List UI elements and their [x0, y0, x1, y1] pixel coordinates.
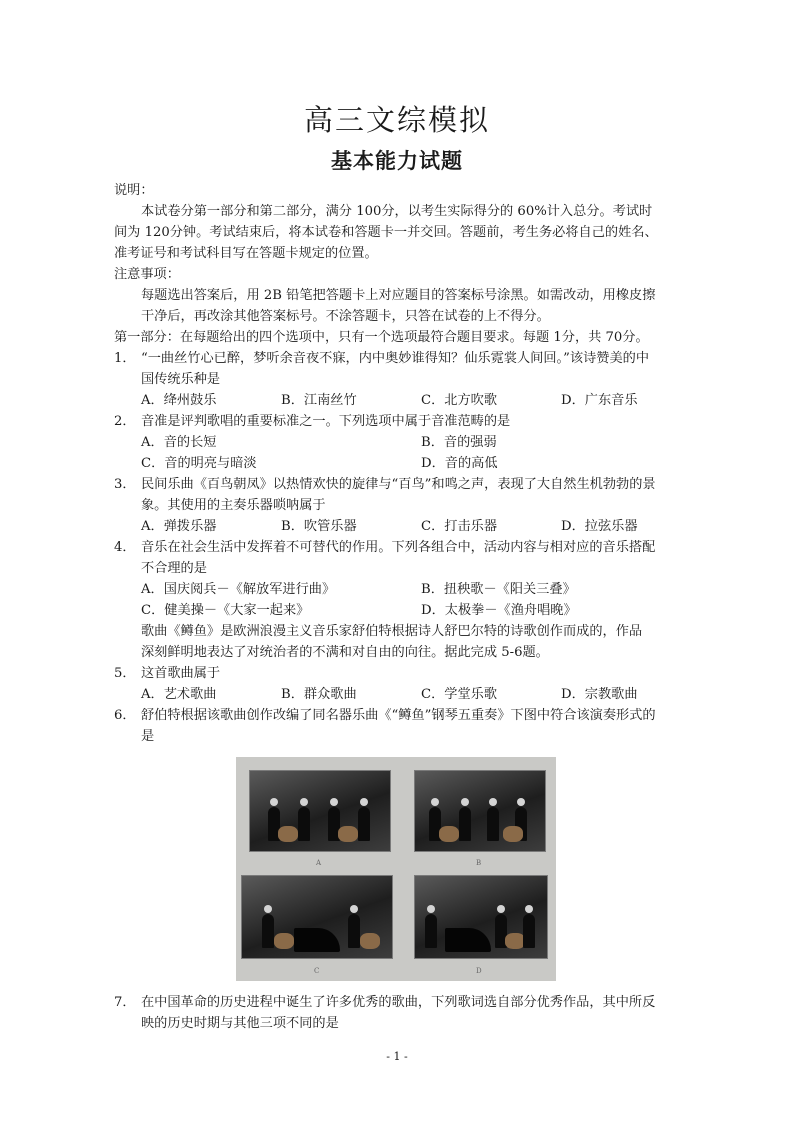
- question-5: [114, 663, 686, 705]
- part1-intro: 第一部分：在每题给出的四个选项中，只有一个选项最符合题目要求。每题 1分，共 70分。: [114, 330, 649, 345]
- question-text: 在中国革命的历史进程中诞生了许多优秀的歌曲，下列歌词选自部分优秀作品，其中所反: [141, 995, 656, 1010]
- question-number: 5．: [114, 666, 136, 681]
- option-d: D．拉弦乐器: [561, 519, 638, 534]
- question-text: “一曲丝竹心已醉，梦听余音夜不寐，内中奥妙谁得知？仙乐霓裳人间回。”该诗赞美的中: [141, 351, 650, 366]
- page-title: 高三文综模拟: [303, 103, 490, 137]
- question-text: 舒伯特根据该歌曲创作改编了同名器乐曲《“鳟鱼”钢琴五重奏》下图中符合该演奏形式的: [141, 708, 656, 723]
- question-7: [114, 992, 686, 1034]
- question-3: [114, 474, 686, 537]
- passage-line: 歌曲《鳟鱼》是欧洲浪漫主义音乐家舒伯特根据诗人舒巴尔特的诗歌创作而成的，作品: [141, 624, 643, 639]
- question-text: 映的历史时期与其他三项不同的是: [141, 1016, 339, 1031]
- photo-a: [249, 770, 391, 852]
- page-number: - 1 -: [386, 1050, 408, 1063]
- question-text: 音准是评判歌唱的重要标准之一。下列选项中属于音准范畴的是: [141, 414, 511, 429]
- passage-line: 深刻鲜明地表达了对统治者的不满和对自由的向往。据此完成 5-6题。: [141, 645, 549, 660]
- instructions-heading: 说明：: [114, 183, 154, 198]
- question-6: [114, 705, 686, 747]
- option-c: C．学堂乐歌: [421, 687, 498, 702]
- option-d: D．宗教歌曲: [561, 687, 638, 702]
- instructions-line: 本试卷分第一部分和第二部分，满分 100分，以考生实际得分的 60%计入总分。考试时: [141, 204, 653, 219]
- option-c: C．健美操－《大家一起来》: [141, 603, 310, 618]
- ensemble-photos: [236, 757, 556, 981]
- options-row: [141, 684, 686, 705]
- question-number: 1．: [114, 351, 136, 366]
- option-a: A．音的长短: [141, 435, 217, 450]
- page-subtitle: 基本能力试题: [331, 148, 463, 173]
- photo-caption-d: D: [476, 967, 482, 975]
- question-text: 民间乐曲《百鸟朝凤》以热情欢快的旋律与“百鸟”和鸣之声，表现了大自然生机勃勃的景: [141, 477, 656, 492]
- option-a: A．国庆阅兵－《解放军进行曲》: [141, 582, 336, 597]
- photo-c: [241, 875, 393, 959]
- photo-caption-b: B: [476, 859, 482, 867]
- options-row: [141, 453, 686, 474]
- question-number: 4．: [114, 540, 136, 555]
- question-number: 2．: [114, 414, 136, 429]
- option-d: D．太极拳－《渔舟唱晚》: [421, 603, 577, 618]
- notes-heading: 注意事项：: [114, 267, 180, 282]
- question-text: 象。其使用的主奏乐器唢呐属于: [141, 498, 326, 513]
- question-text: 音乐在社会生活中发挥着不可替代的作用。下列各组合中，活动内容与相对应的音乐搭配: [141, 540, 656, 555]
- option-a: A．艺术歌曲: [141, 687, 217, 702]
- photo-d: [414, 875, 548, 959]
- question-2: [114, 411, 686, 474]
- option-a: A．绛州鼓乐: [141, 393, 217, 408]
- option-c: C．打击乐器: [421, 519, 498, 534]
- option-b: B．江南丝竹: [281, 393, 357, 408]
- options-row: [141, 432, 686, 453]
- options-row: [141, 390, 686, 411]
- question-text: 这首歌曲属于: [141, 666, 221, 681]
- options-row: [141, 516, 686, 537]
- question-number: 6．: [114, 708, 136, 723]
- option-b: B．扭秧歌－《阳关三叠》: [421, 582, 576, 597]
- question-text: 国传统乐种是: [141, 372, 221, 387]
- question-4: [114, 537, 686, 663]
- instructions-line: 准考证号和考试科目写在答题卡规定的位置。: [114, 246, 378, 261]
- option-b: B．音的强弱: [421, 435, 497, 450]
- option-c: C．音的明亮与暗淡: [141, 456, 257, 471]
- question-1: [114, 348, 686, 411]
- notes-line: 每题选出答案后，用 2B 铅笔把答题卡上对应题目的答案标号涂黑。如需改动，用橡皮擦: [141, 288, 656, 303]
- instructions-line: 间为 120分钟。考试结束后，将本试卷和答题卡一并交回。答题前，考生务必将自己的姓名、: [114, 225, 658, 240]
- photo-caption-c: C: [314, 967, 320, 975]
- option-c: C．北方吹歌: [421, 393, 498, 408]
- question-number: 7．: [114, 995, 136, 1010]
- question-text: 是: [141, 729, 155, 744]
- option-d: D．广东音乐: [561, 393, 638, 408]
- photo-caption-a: A: [316, 859, 322, 867]
- options-row: [141, 600, 686, 621]
- option-b: B．群众歌曲: [281, 687, 357, 702]
- option-b: B．吹管乐器: [281, 519, 357, 534]
- exam-body: [114, 180, 686, 1034]
- option-d: D．音的高低: [421, 456, 498, 471]
- question-number: 3．: [114, 477, 136, 492]
- photo-b: [414, 770, 546, 852]
- question-text: 不合理的是: [141, 561, 207, 576]
- option-a: A．弹拨乐器: [141, 519, 217, 534]
- notes-line: 干净后，再改涂其他答案标号。不涂答题卡，只答在试卷的上不得分。: [141, 309, 550, 324]
- options-row: [141, 579, 686, 600]
